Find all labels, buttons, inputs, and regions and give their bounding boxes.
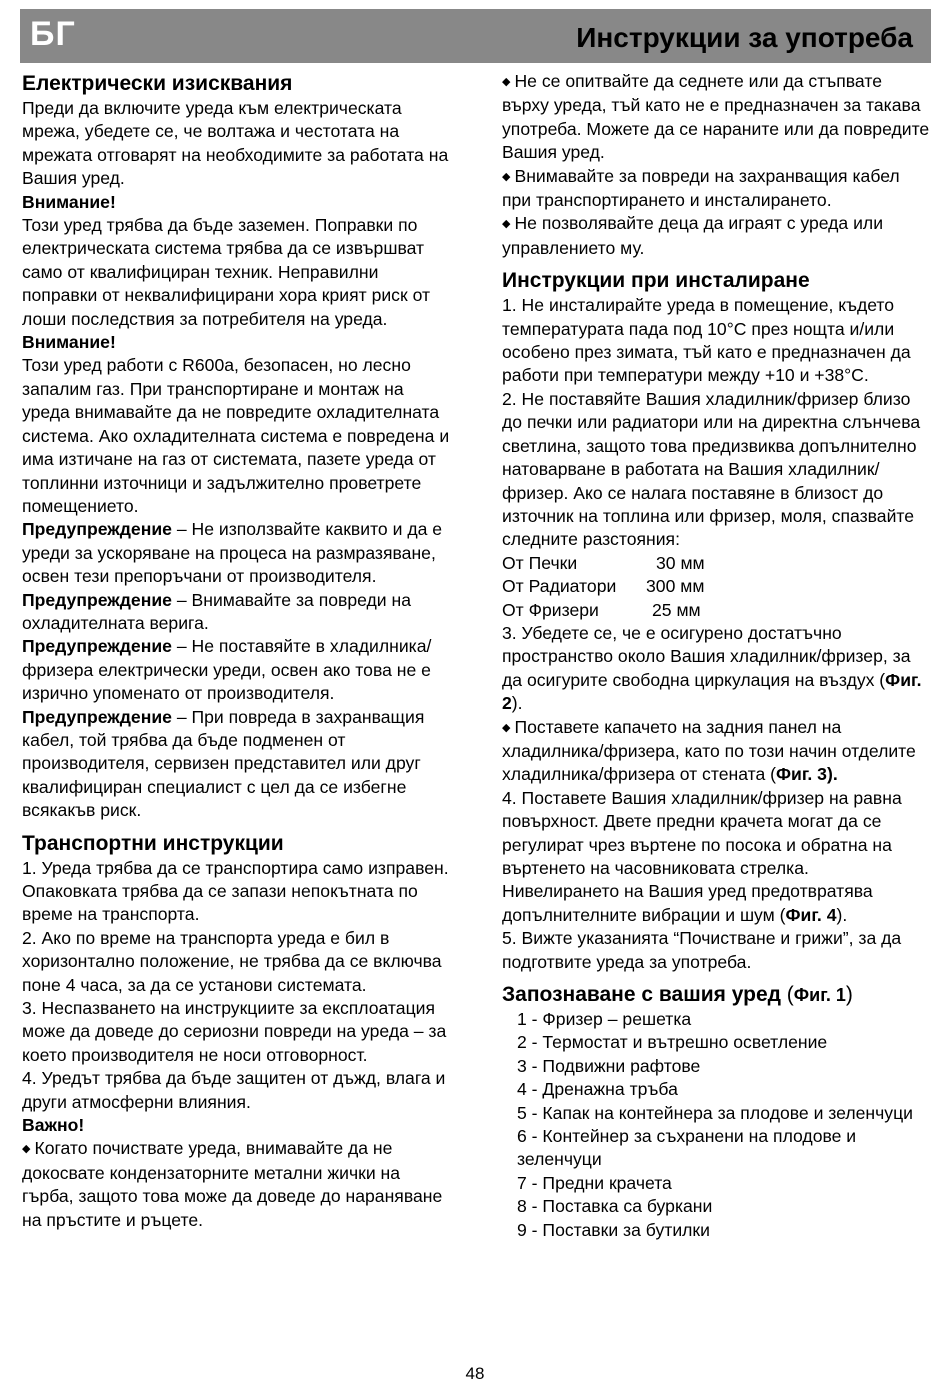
section-title-text: Запознаване с вашия уред [502,983,781,1007]
page-header [20,9,931,63]
warning-paragraph [22,635,450,705]
warning-label: Предупреждение [22,636,172,657]
header-title: Инструкции за употреба [576,22,913,53]
distance-value: 30 мм [656,552,705,573]
warning-paragraph [22,589,450,636]
diamond-bullet-icon: ◆ [502,721,511,734]
attention-label: Внимание! [22,191,116,212]
list-item: 2 - Термостат и вътрешно осветление [517,1032,828,1053]
distance-row [502,575,930,598]
bullet-text: Когато почиствате уреда, внимавайте да не докосвате кондензаторните метални жички на гърба, защото това може да доведе до нараняване на пръстите и ръцете. [22,1138,443,1230]
bullet-paragraph [502,70,930,165]
distance-value: 25 мм [652,599,701,620]
paragraph: Този уред работи с R600a, безопасен, но лесно запалим газ. При транспортиране и монтаж на уреда внимавайте да не повредите охладителната система. Ако охладителната система е повредена и има изтичане на газ от системата, пазете уреда от топлинни източници и задължително проветрете помещението. [22,355,450,516]
bullet-text: Не позволявайте деца да играят с уреда или управлението му. [502,213,884,258]
bullet-text: Поставете капачето на задния панел на хладилника/фризера, като по този начин отделите хладилника/фризера от стената ( [502,716,916,785]
warning-label: Предупреждение [22,589,172,610]
figure-reference: Фиг. 2 [502,669,922,714]
list-item: 7 - Предни крачета [517,1172,672,1193]
paragraph: 3. Неспазването на инструкциите за експлоатация може да доведе до сериозни повреди на уреда – за което производителя не носи отговорност. [22,998,447,1065]
language-code: БГ [30,15,76,53]
paragraph: 1. Не инсталирайте уреда в помещение, където температурата пада под 10°С през нощта и/или особено през зимата, тъй като е предназначен да работи при температури между +10 и +38°С. [502,295,911,386]
distance-row [502,599,930,622]
paragraph [502,787,930,927]
distance-label: От Печки [502,552,578,573]
paragraph: 2. Ако по време на транспорта уреда е бил в хоризонтално положение, не трябва да се включва поне 4 часа, за да се установи системата. [22,927,442,995]
attention-label: Внимание! [22,332,116,353]
paragraph: Преди да включите уреда към електрическата мрежа, убедете се, че волтажа и честотата на мрежата отговарят на необходимите за работата на Вашия уред. [22,98,449,189]
distance-label: От Фризери [502,599,599,620]
section-title-transport: Транспортни инструкции [22,831,284,855]
paragraph-text: 4. Поставете Вашия хладилник/фризер на равна повърхност. Двете предни крачета могат да се регулират чрез въртене по посока и обратна на въртенето на часовниковата стрелка. Нивелирането на Вашия уред предотвратява допълнителните вибрации и шум ( [502,787,902,925]
list-item: 5 - Капак на контейнера за плодове и зеленчуци [517,1102,913,1123]
warning-text: – Не поставяйте в хладилника/фризера електрически уреди, освен ако това не е изрично упоменато от производителя. [22,636,432,704]
list-item: 4 - Дренажна тръба [517,1079,678,1100]
paragraph: 5. Вижте указанията “Почистване и грижи”, за да подготвите уреда за употреба. [502,928,902,972]
right-column [502,70,930,1242]
warning-paragraph [22,518,450,588]
bullet-text: ). [826,764,838,785]
bullet-paragraph [502,165,930,213]
diamond-bullet-icon: ◆ [502,170,511,183]
distance-row [502,552,930,575]
paragraph: Този уред трябва да бъде заземен. Поправки по електрическата система трябва да се извършват само от квалифициран техник. Неправилни поправки от неквалифицирани хора крият риск от лоши последствия за потребителя на уреда. [22,215,431,329]
list-item: 3 - Подвижни рафтове [517,1055,701,1076]
diamond-bullet-icon: ◆ [502,76,511,88]
list-item: 9 - Поставки за бутилки [517,1219,710,1240]
bullet-text: Внимавайте за повреди на захранващия кабел при транспортирането и инсталирането. [502,165,900,211]
distance-value: 300 мм [646,576,705,597]
section-title-text: ) [845,983,853,1007]
paragraph-text: ). [836,904,848,925]
bullet-paragraph [502,716,930,787]
paragraph: 1. Уреда трябва да се транспортира само изправен. Опаковката трябва да се запази непокътната по време на транспорта. [22,857,449,925]
warning-paragraph [22,706,450,823]
paragraph [502,622,930,716]
bullet-paragraph [22,1137,450,1232]
section-title-text: ( [780,983,794,1007]
page-number: 48 [465,1364,485,1383]
warning-text: – Внимавайте за повреди на охладителната верига. [22,589,412,633]
section-title-installation: Инструкции при инсталиране [502,269,810,293]
paragraph-text: 3. Убедете се, че е осигурено достатъчно пространство около Вашия хладилник/фризер, за да осигурите свободна циркулация на въздух ( [502,622,911,690]
paragraph: 2. Не поставяйте Вашия хладилник/фризер близо до печки или радиатори или на директна слънчева светлина, защото това предизвиква допълнително натоварване в работата на Вашия хладилник/фризер. Ако се налага поставяне в близост до източник на топлина или фризер, моля, спазвайте следните разстояния: [502,388,921,550]
distance-label: От Радиатори [502,576,617,597]
bullet-paragraph [502,212,930,260]
diamond-bullet-icon: ◆ [502,218,511,231]
paragraph: 4. Уредът трябва да бъде защитен от дъжд, влага и други атмосферни влияния. [22,1068,446,1112]
warning-label: Предупреждение [22,706,172,727]
figure-reference: Фиг. 4 [785,904,837,925]
warning-label: Предупреждение [22,519,172,540]
warning-text: – Не използвайте каквито и да е уреди за ускоряване на процеса на размразяване, освен тези препоръчани от производителя. [22,519,443,587]
list-item: 8 - Поставка са буркани [517,1196,713,1217]
paragraph-text: ). [511,693,523,714]
section-title-know-your-appliance [502,982,930,1008]
diamond-bullet-icon: ◆ [22,1143,31,1156]
list-item: 6 - Контейнер за съхранени на плодове и зеленчуци [517,1126,857,1170]
warning-text: – При повреда в захранващия кабел, той трябва да бъде подменен от производителя, сервизен представител или друг квалифициран специалист с цел да се избегне всякакъв риск. [22,706,425,821]
left-column [22,70,450,1232]
bullet-text: Не се опитвайте да седнете или да стъпвате върху уреда, тъй като не е предназначен за такава употреба. Можете да се нараните или да повредите Вашия уред. [502,71,930,163]
figure-reference: Фиг. 3 [776,764,827,785]
section-title-electrical: Електрически изисквания [22,72,293,95]
important-label: Важно! [22,1115,85,1136]
list-item: 1 - Фризер – решетка [517,1009,692,1030]
parts-list [502,1008,930,1242]
figure-reference: Фиг. 1 [793,985,846,1006]
